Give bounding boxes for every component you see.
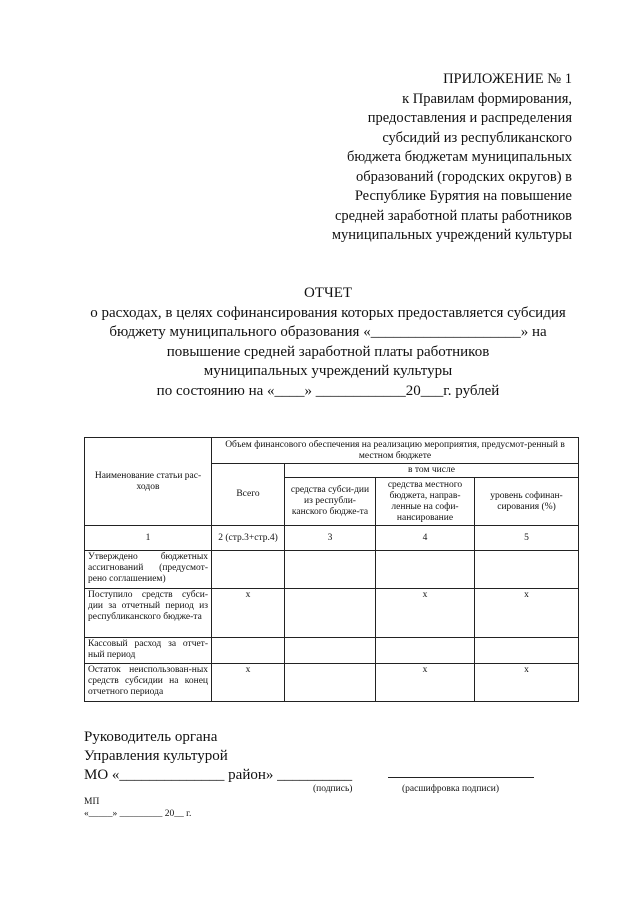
header-sub-local: средства местного бюджета, направ-ленные на софи-нансирование: [376, 478, 475, 526]
table-cell: [212, 638, 285, 664]
table-cell: [285, 664, 376, 702]
table-cell: [285, 638, 376, 664]
caption-decode: (расшифровка подписи): [402, 784, 499, 794]
row-name: Остаток неиспользован-ных средств субсидии на конец отчетного периода: [85, 664, 212, 702]
stamp-mp: МП: [84, 797, 100, 807]
table-cell: [285, 589, 376, 638]
report-line: бюджету муниципального образования «____________________» на: [109, 324, 547, 340]
header-sub-level: уровень софинан-сирования (%): [475, 478, 579, 526]
col-number: 4: [376, 526, 475, 551]
report-heading: ОТЧЕТ: [303, 285, 353, 301]
col-number: 3: [285, 526, 376, 551]
report-line: муниципальных учреждений культуры: [203, 363, 453, 379]
report-line: повышение средней заработной платы работников: [166, 343, 490, 360]
stamp-block: [84, 796, 191, 820]
report-title-block: [0, 284, 640, 401]
signature-line: Управления культурой: [84, 748, 228, 764]
header-total: Всего: [212, 464, 285, 526]
table-cell: [212, 551, 285, 589]
table-cell: [475, 638, 579, 664]
appendix-line: муниципальных учреждений культуры: [331, 227, 572, 243]
table-cell: [376, 551, 475, 589]
table-cell: [475, 551, 579, 589]
appendix-line: ПРИЛОЖЕНИЕ № 1: [443, 71, 572, 87]
appendix-line: Республике Бурятия на повышение: [354, 188, 572, 204]
header-name-col: Наименование статьи рас-ходов: [85, 438, 212, 526]
signature-line: Руководитель органа: [84, 729, 218, 745]
signature-line: МО «______________ район» __________: [84, 767, 353, 783]
table-cell: х: [212, 589, 285, 638]
row-name: Утверждено бюджетных ассигнований (предусмот-рено соглашением): [85, 551, 212, 589]
table-cell: [376, 638, 475, 664]
table-cell: х: [376, 589, 475, 638]
stamp-date: «_____» _________ 20__ г.: [84, 809, 192, 819]
appendix-line: бюджета бюджетам муниципальных: [347, 149, 572, 165]
table-row: [85, 551, 579, 589]
appendix-line: образований (городских округов) в: [355, 168, 572, 185]
appendix-line: к Правилам формирования,: [402, 90, 572, 107]
appendix-line: предоставления и распределения: [367, 110, 572, 126]
col-number: 2 (стр.3+стр.4): [212, 526, 285, 551]
row-name: Кассовый расход за отчет-ный период: [85, 638, 212, 664]
table-row: [85, 589, 579, 638]
appendix-block: [272, 70, 572, 246]
header-sub-subsidy: средства субси-дии из республи-канского бюдже-та: [285, 478, 376, 526]
table-cell: [285, 551, 376, 589]
table-cell: х: [475, 664, 579, 702]
table-cell: х: [212, 664, 285, 702]
row-name: Поступило средств субси-дии за отчетный период из республиканского бюдже-та: [85, 589, 212, 638]
col-number: 1: [85, 526, 212, 551]
report-line: о расходах, в целях софинансирования которых предоставляется субсидия: [90, 304, 566, 321]
decode-underline: [388, 777, 534, 778]
appendix-line: средней заработной платы работников: [334, 207, 572, 224]
col-number: 5: [475, 526, 579, 551]
table-row: [85, 638, 579, 664]
caption-signature: (подпись): [313, 784, 353, 794]
report-table: [84, 437, 579, 702]
header-group: Объем финансового обеспечения на реализацию мероприятия, предусмот-ренный в местном бюджете: [212, 438, 579, 464]
report-line: по состоянию на «____» ____________20___г. рублей: [156, 382, 500, 399]
table-cell: х: [475, 589, 579, 638]
signature-block: [84, 728, 352, 785]
table-row: [85, 664, 579, 702]
table-cell: х: [376, 664, 475, 702]
appendix-line: субсидий из республиканского: [382, 129, 572, 146]
header-including: в том числе: [285, 464, 579, 478]
